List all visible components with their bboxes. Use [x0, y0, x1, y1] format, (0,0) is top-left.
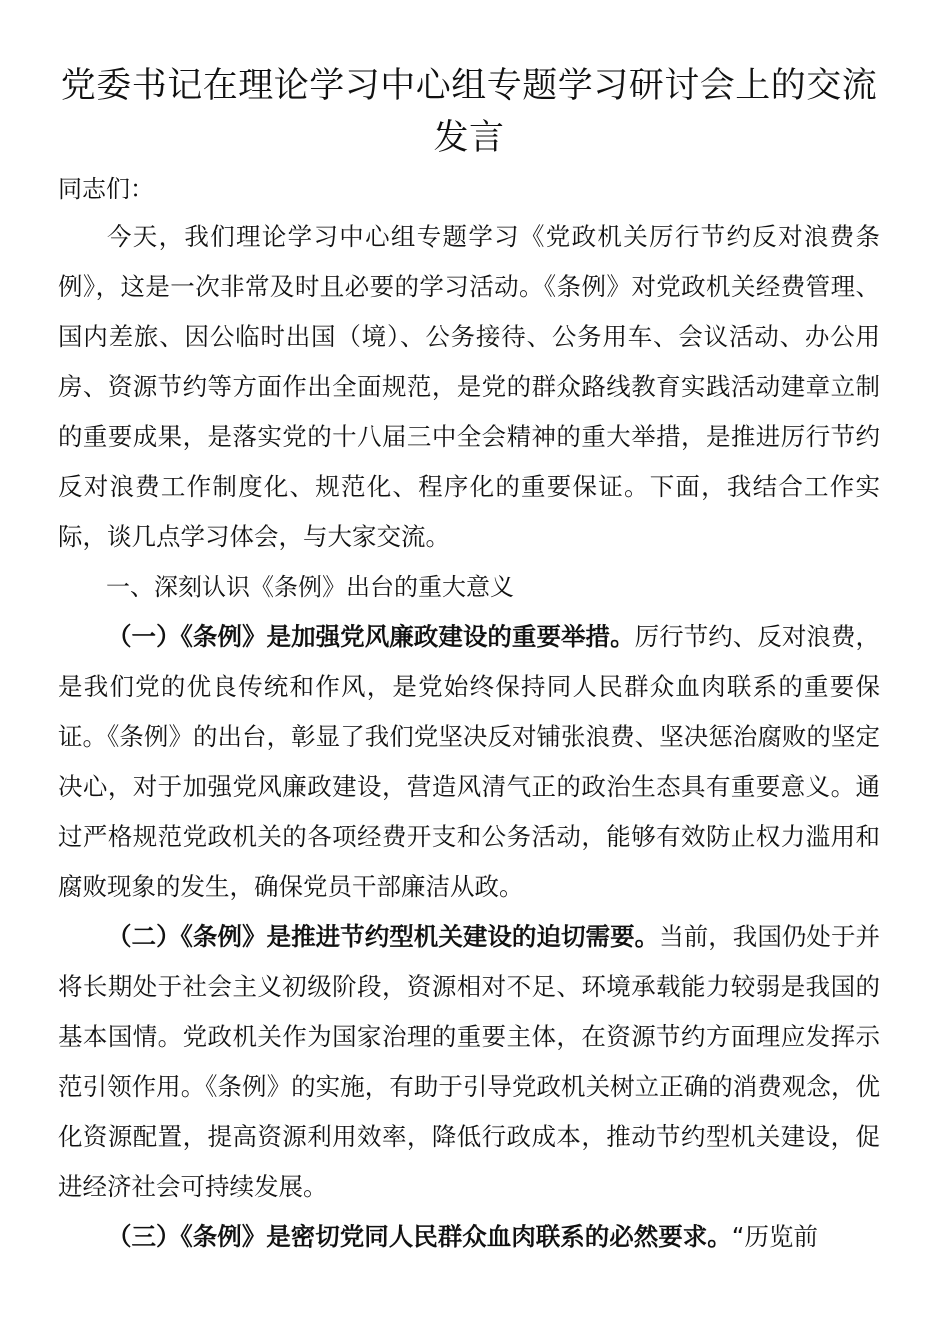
point-paragraph-3 — [58, 1212, 880, 1262]
point-lead-3: （三）《条例》是密切党同人民群众血肉联系的必然要求。 — [107, 1222, 732, 1251]
point-body-2: 当前，我国仍处于并将长期处于社会主义初级阶段，资源相对不足、环境承载能力较弱是我国的基本国情。党政机关作为国家治理的重要主体，在资源节约方面理应发挥示范引领作用。《条例》的实施，有助于引导党政机关树立正确的消费观念，优化资源配置，提高资源利用效率，降低行政成本，推动节约型机关建设，促进经济社会可持续发展。 — [58, 922, 881, 1201]
point-paragraph-1 — [58, 612, 880, 912]
point-lead-2: （二）《条例》是推进节约型机关建设的迫切需要。 — [107, 922, 660, 951]
intro-paragraph: 今天，我们理论学习中心组专题学习《党政机关厉行节约反对浪费条例》，这是一次非常及时且必要的学习活动。《条例》对党政机关经费管理、国内差旅、因公临时出国（境）、公务接待、公务用车、会议活动、办公用房、资源节约等方面作出全面规范，是党的群众路线教育实践活动建章立制的重要成果，是落实党的十八届三中全会精神的重大举措，是推进厉行节约反对浪费工作制度化、规范化、程序化的重要保证。下面，我结合工作实际，谈几点学习体会，与大家交流。 — [58, 222, 880, 551]
point-paragraph-2 — [58, 912, 880, 1212]
point-body-3: “历览前 — [731, 1222, 818, 1251]
salutation: 同志们： — [58, 175, 154, 203]
point-lead-1: （一）《条例》是加强党风廉政建设的重要举措。 — [107, 622, 635, 651]
point-body-1: 厉行节约、反对浪费，是我们党的优良传统和作风，是党始终保持同人民群众血肉联系的重要保证。《条例》的出台，彰显了我们党坚决反对铺张浪费、坚决惩治腐败的坚定决心，对于加强党风廉政建设，营造风清气正的政治生态具有重要意义。通过严格规范党政机关的各项经费开支和公务活动，能够有效防止权力滥用和腐败现象的发生，确保党员干部廉洁从政。 — [58, 622, 881, 901]
document-page — [58, 60, 880, 1262]
section-heading-1: 一、深刻认识《条例》出台的重大意义 — [106, 573, 514, 601]
document-title: 党委书记在理论学习中心组专题学习研讨会上的交流发言 — [60, 66, 878, 158]
